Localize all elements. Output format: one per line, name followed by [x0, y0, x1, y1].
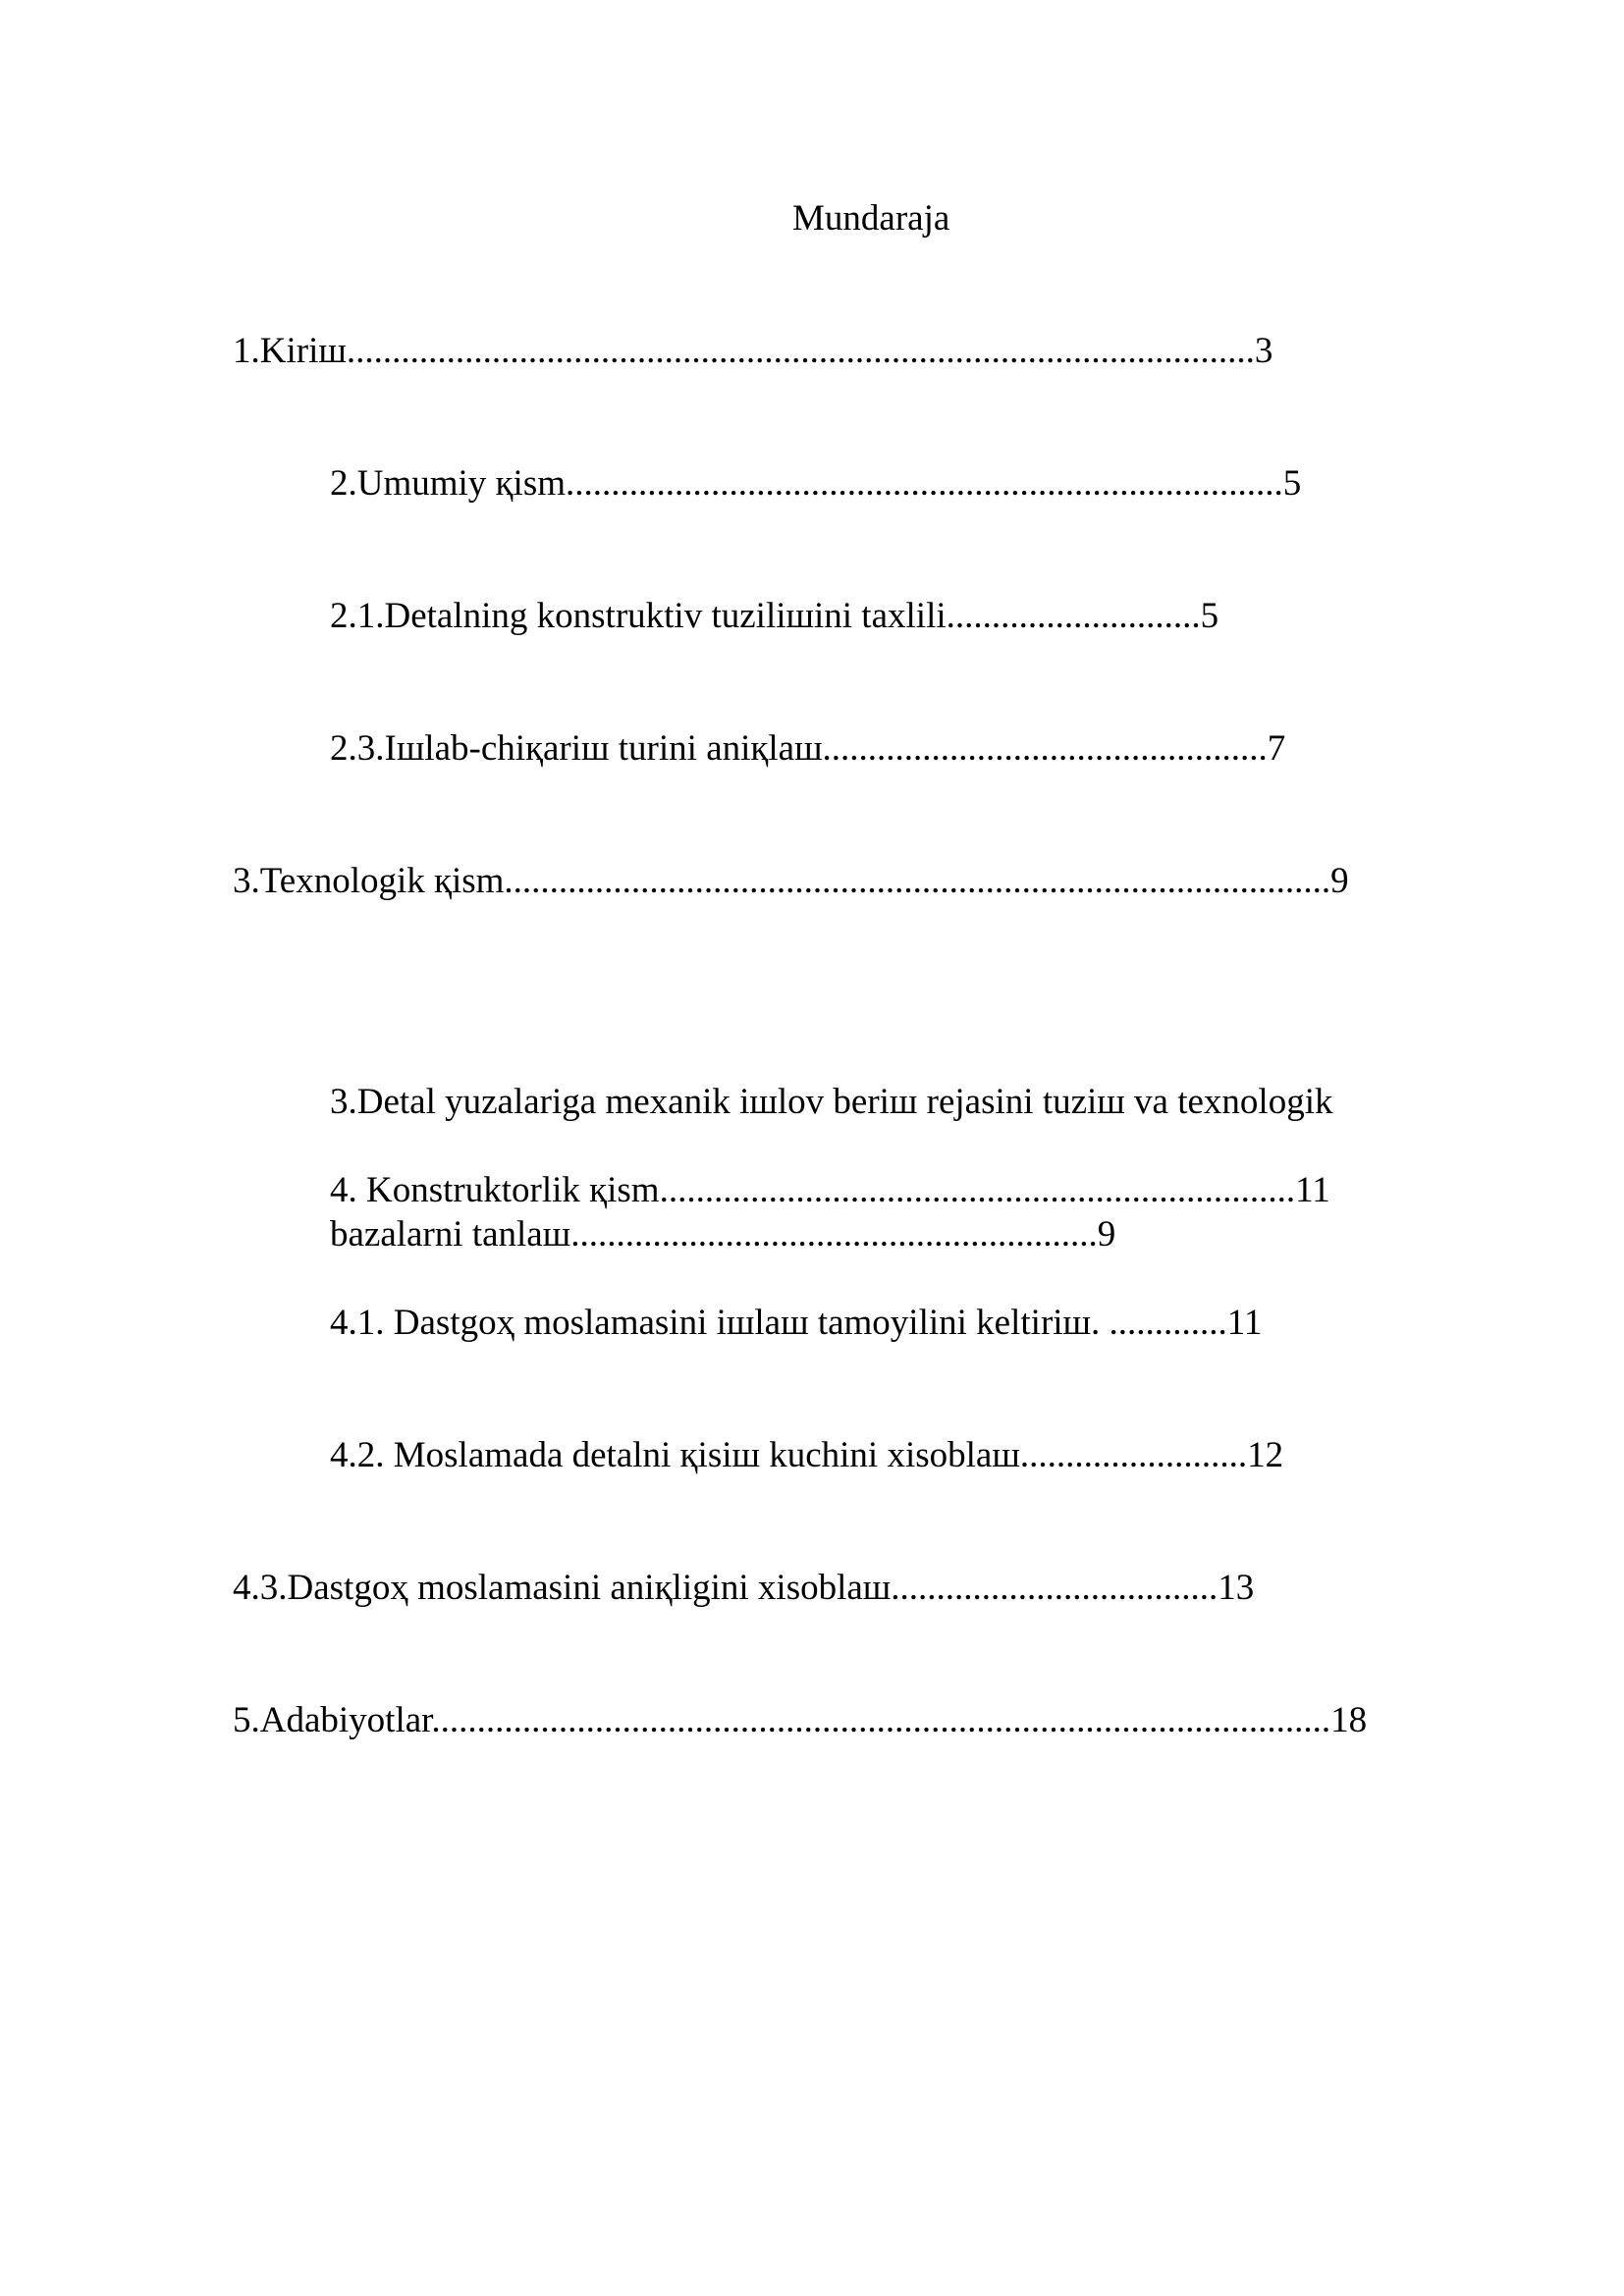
- toc-entry-kirish: 1.Kiriш....................................................................................................3: [233, 331, 1273, 371]
- toc-entry-qisish-kuchi: 4.2. Moslamada detalni қisiш kuchini xisoblaш.........................12: [330, 1435, 1284, 1475]
- toc-entry-line: 3.Detal yuzalariga mexanik iшlov beriш rejasini tuziш va texnologik: [330, 1082, 1333, 1122]
- toc-entry-ishlab-chiqarish: 2.3.Iшlab-chiқariш turini aniқlaш.................................................7: [330, 728, 1286, 769]
- toc-entry-aniqlik: 4.3.Dastgoҳ moslamasini aniқligini xisoblaш....................................13: [233, 1568, 1255, 1608]
- toc-title: Mundaraja: [792, 198, 950, 239]
- toc-entry-detalning-konstruktiv: 2.1.Detalning konstruktiv tuziliшini taxlili............................5: [330, 596, 1219, 636]
- toc-entry-line: bazalarni tanlaш..........................................................9: [330, 1214, 1116, 1255]
- table-of-contents: [233, 196, 1440, 1740]
- toc-list: [233, 240, 1367, 1831]
- toc-entry-umumiy-qism: 2.Umumiy қism...............................................................................5: [330, 463, 1302, 504]
- toc-entry-konstruktorlik-qism: 4. Konstruktorlik қism......................................................................11: [330, 1170, 1330, 1210]
- toc-entry-dastgoh-ishlash: 4.1. Dastgoҳ moslamasini iшlaш tamoyilini keltiriш. .............11: [330, 1303, 1263, 1343]
- toc-entry-adabiyotlar: 5.Adabiyotlar...................................................................................................18: [233, 1700, 1368, 1740]
- toc-entry-texnologik-qism: 3.Texnologik қism...........................................................................................9: [233, 861, 1349, 901]
